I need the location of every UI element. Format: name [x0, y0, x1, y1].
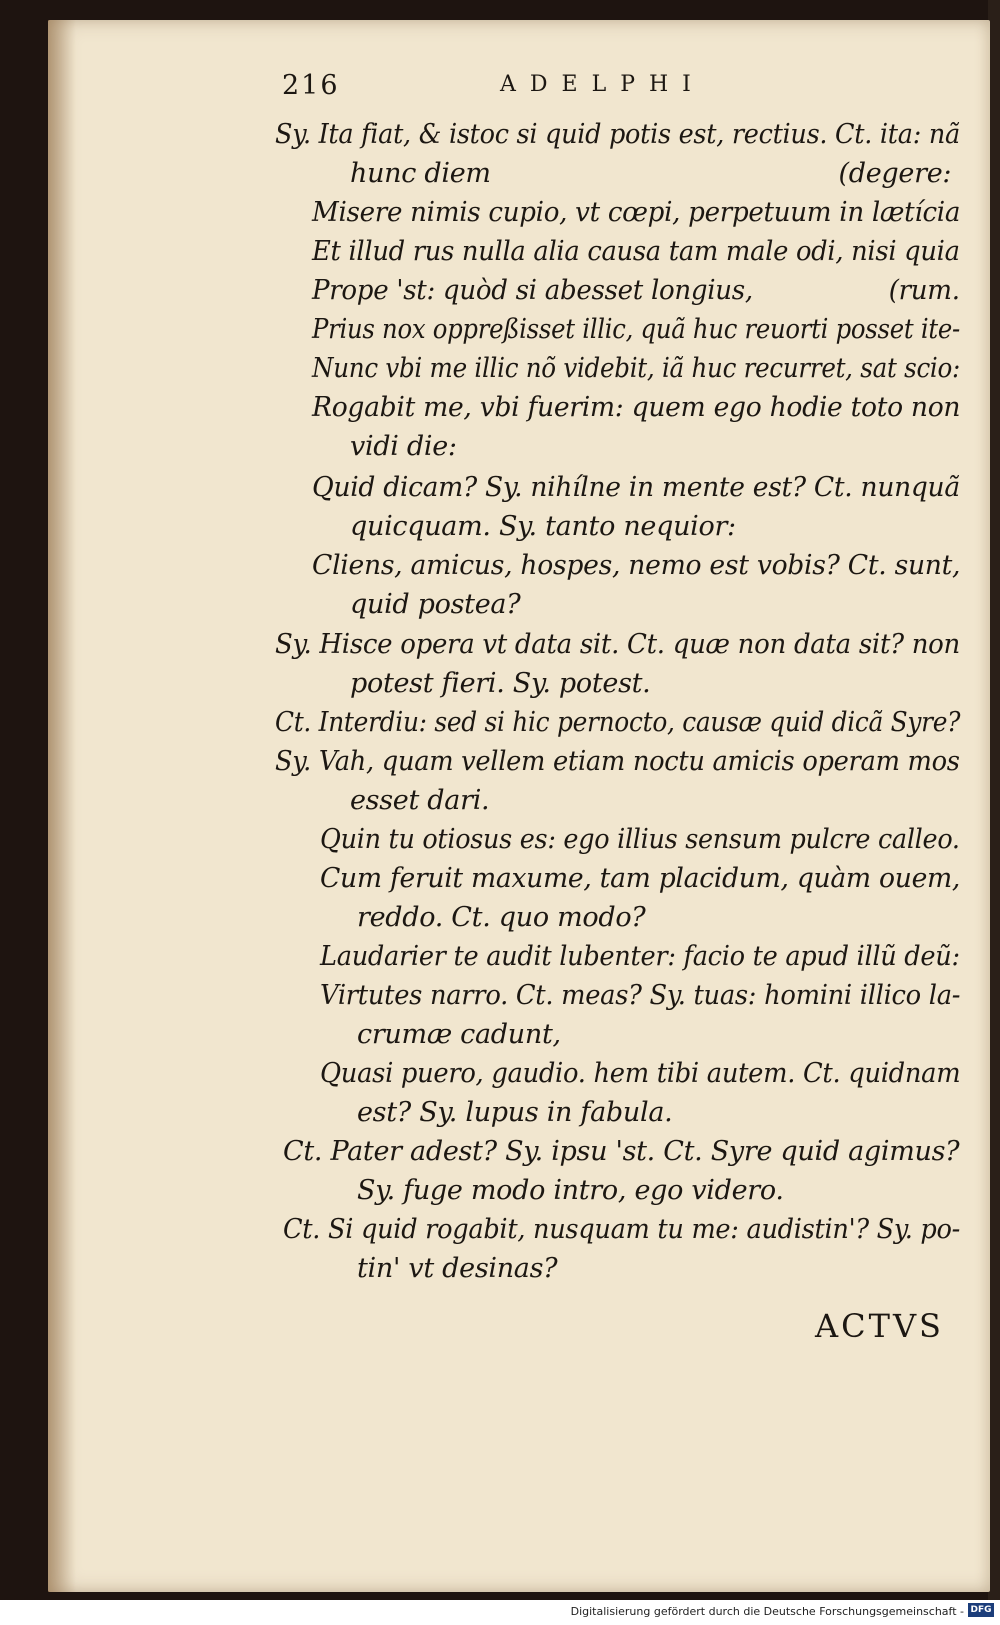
text-line: Ct. Pater adest? Sy. ipsu 'st. Ct. Syre quid agimus? [283, 1136, 960, 1167]
text-line: Sy. Hisce opera vt data sit. Ct. quæ non data sit? non [275, 629, 961, 660]
catchword: ACTVS [815, 1307, 944, 1345]
text-line: reddo. Ct. quo modo? [357, 902, 646, 933]
text-line: Prope 'st: quòd si abesset longius, (rum. [312, 275, 960, 306]
text-line: Misere nimis cupio, vt cœpi, perpetuum in lætícia [312, 197, 961, 228]
text-line: Ct. Interdiu: sed si hic pernocto, causæ quid dicã Syre? [275, 707, 961, 738]
text-line: crumæ cadunt, [357, 1019, 561, 1050]
dfg-logo[interactable]: DFG [968, 1603, 994, 1617]
text-line: quicquam. Sy. tanto nequior: [350, 511, 736, 542]
text-line: hunc diem (degere: [350, 158, 952, 189]
page-number: 216 [282, 70, 340, 101]
text-line: est? Sy. lupus in fabula. [357, 1097, 673, 1128]
text-line: Cum feruit maxume, tam placidum, quàm ouem, [320, 863, 961, 894]
text-line: Quin tu otiosus es: ego illius sensum pulcre calleo. [320, 824, 960, 855]
text-line: tin' vt desinas? [357, 1253, 558, 1284]
page-gutter-shadow [48, 20, 76, 1592]
text-line: Sy. fuge modo intro, ego videro. [357, 1175, 784, 1206]
text-line: Laudarier te audit lubenter: facio te apud illũ deũ: [320, 941, 960, 972]
text-line: Et illud rus nulla alia causa tam male odi, nisi quia [312, 236, 960, 267]
text-line: quid postea? [350, 589, 521, 620]
text-line: Virtutes narro. Ct. meas? Sy. tuas: homini illico la- [320, 980, 961, 1011]
text-line: Sy. Vah, quam vellem etiam noctu amicis operam mos [275, 746, 960, 777]
text-line: Rogabit me, vbi fuerim: quem ego hodie toto non [312, 392, 961, 423]
text-line: vidi die: [350, 431, 457, 462]
text-line: Quid dicam? Sy. nihílne in mente est? Ct. nunquã [312, 472, 960, 503]
text-line: Ct. Si quid rogabit, nusquam tu me: audistin'? Sy. po- [283, 1214, 960, 1245]
text-line: Nunc vbi me illic nõ videbit, iã huc recurret, sat scio: [312, 353, 961, 384]
text-line: Prius nox oppreßisset illic, quã huc reuorti posset ite- [312, 314, 960, 345]
text-line: Cliens, amicus, hospes, nemo est vobis? Ct. sunt, [312, 550, 961, 581]
text-line: Sy. Ita fiat, & istoc si quid potis est, rectius. Ct. ita: nã [275, 119, 960, 150]
text-line: Quasi puero, gaudio. hem tibi autem. Ct. quidnam [320, 1058, 961, 1089]
text-line: potest fieri. Sy. potest. [350, 668, 651, 699]
running-title: ADELPHI [500, 72, 705, 97]
digitization-credit: Digitalisierung gefördert durch die Deutsche Forschungsgemeinschaft - [570, 1605, 964, 1618]
text-line: esset dari. [350, 785, 490, 816]
